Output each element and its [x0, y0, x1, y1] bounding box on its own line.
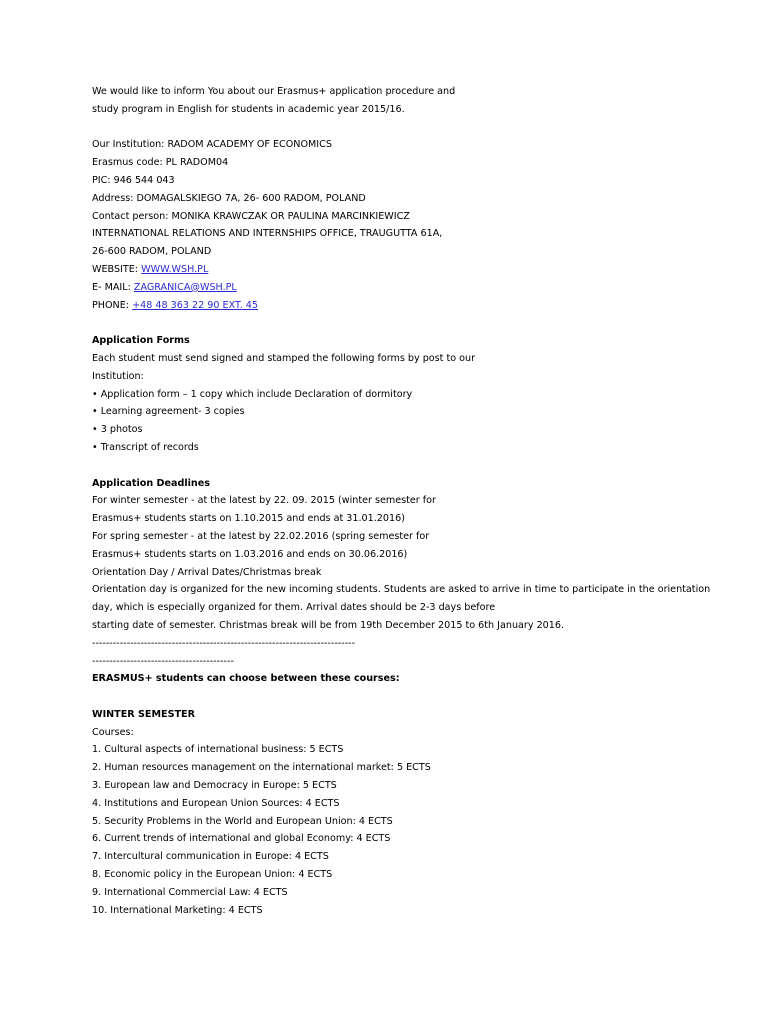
- course-item: 4. Institutions and European Union Sources: 4 ECTS: [92, 797, 340, 809]
- course-item: 2. Human resources management on the international market: 5 ECTS: [92, 762, 431, 774]
- address: Address: DOMAGALSKIEGO 7A, 26- 600 RADOM, POLAND: [92, 192, 366, 204]
- orientation-heading: Orientation Day / Arrival Dates/Christmas break: [92, 566, 322, 578]
- courses-label: Courses:: [92, 726, 134, 738]
- spacer: [92, 457, 712, 475]
- website-label: WEBSITE:: [92, 263, 142, 275]
- spacer: [92, 688, 712, 706]
- contact-person: Contact person: MONIKA KRAWCZAK OR PAULINA MARCINKIEWICZ: [92, 210, 410, 222]
- website-row: [92, 261, 712, 279]
- course-item: 1. Cultural aspects of international business: 5 ECTS: [92, 744, 344, 756]
- course-item: 5. Security Problems in the World and European Union: 4 ECTS: [92, 815, 393, 827]
- divider-line: ----------------------------------------------------------------------------: [92, 637, 356, 649]
- semester-heading: WINTER SEMESTER: [92, 708, 195, 720]
- course-item: 9. International Commercial Law: 4 ECTS: [92, 886, 288, 898]
- email-label: E- MAIL:: [92, 281, 134, 293]
- orientation-text: starting date of semester. Christmas break will be from 19th December 2015 to 6th January 2016.: [92, 619, 565, 631]
- intro-line: study program in English for students in academic year 2015/16.: [92, 103, 405, 115]
- course-item: 6. Current trends of international and global Economy: 4 ECTS: [92, 833, 391, 845]
- spacer: [92, 314, 712, 332]
- institution-name: Our Institution: RADOM ACADEMY OF ECONOMICS: [92, 139, 332, 151]
- spacer: [92, 119, 712, 137]
- course-item: 10. International Marketing: 4 ECTS: [92, 904, 263, 916]
- phone-row: [92, 297, 712, 315]
- deadlines-text: Erasmus+ students starts on 1.03.2016 and ends on 30.06.2016): [92, 548, 408, 560]
- phone-label: PHONE:: [92, 299, 133, 311]
- document-page: [92, 83, 712, 919]
- phone-link[interactable]: +48 48 363 22 90 EXT. 45: [132, 299, 258, 311]
- email-row: [92, 279, 712, 297]
- intro-line: We would like to inform You about our Erasmus+ application procedure and: [92, 86, 456, 97]
- orientation-text: day, which is especially organized for them. Arrival dates should be 2-3 days before: [92, 602, 496, 614]
- erasmus-code: Erasmus code: PL RADOM04: [92, 157, 229, 169]
- forms-heading: Application Forms: [92, 335, 190, 347]
- email-link[interactable]: ZAGRANICA@WSH.PL: [133, 281, 237, 293]
- deadlines-text: For spring semester - at the latest by 22.02.2016 (spring semester for: [92, 530, 430, 542]
- course-item: 8. Economic policy in the European Union: 4 ECTS: [92, 869, 333, 881]
- forms-list-item: • Application form – 1 copy which include Declaration of dormitory: [92, 388, 413, 400]
- pic-number: PIC: 946 544 043: [92, 174, 175, 186]
- divider-line: -----------------------------------------: [92, 655, 234, 667]
- course-item: 7. Intercultural communication in Europe: 4 ECTS: [92, 851, 329, 863]
- deadlines-text: Erasmus+ students starts on 1.10.2015 and ends at 31.01.2016): [92, 513, 405, 525]
- deadlines-heading: Application Deadlines: [92, 477, 210, 489]
- deadlines-text: For winter semester - at the latest by 22. 09. 2015 (winter semester for: [92, 495, 436, 507]
- city-address: 26-600 RADOM, POLAND: [92, 246, 212, 258]
- orientation-text: Orientation day is organized for the new incoming students. Students are asked to arrive in time to participate in the orientation: [92, 584, 711, 596]
- forms-list-item: • Transcript of records: [92, 441, 199, 453]
- forms-list-item: • 3 photos: [92, 424, 143, 436]
- forms-text: Institution:: [92, 370, 144, 382]
- office-address: INTERNATIONAL RELATIONS AND INTERNSHIPS OFFICE, TRAUGUTTA 61A,: [92, 228, 443, 240]
- forms-list-item: • Learning agreement- 3 copies: [92, 406, 245, 418]
- courses-heading: ERASMUS+ students can choose between these courses:: [92, 673, 400, 685]
- forms-text: Each student must send signed and stamped the following forms by post to our: [92, 352, 476, 364]
- course-item: 3. European law and Democracy in Europe: 5 ECTS: [92, 780, 337, 792]
- website-link[interactable]: WWW.WSH.PL: [141, 263, 209, 275]
